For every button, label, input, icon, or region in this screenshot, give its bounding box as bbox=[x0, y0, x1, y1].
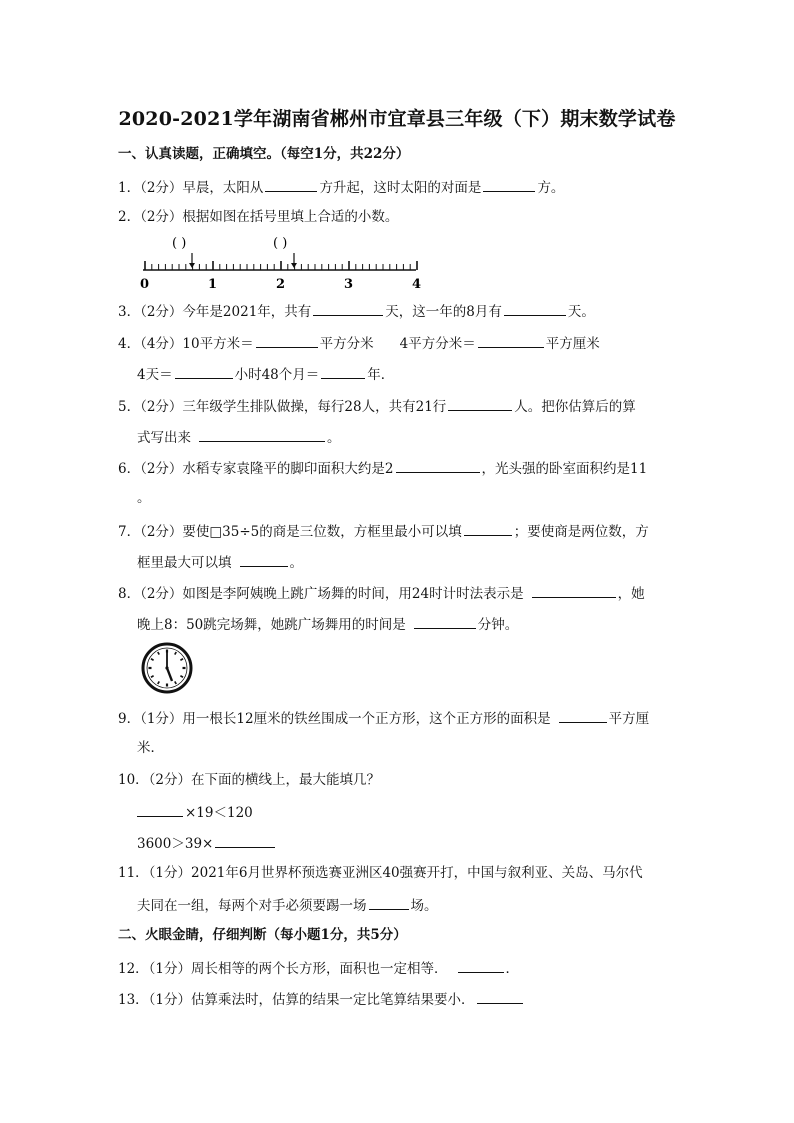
question-1 bbox=[118, 177, 564, 197]
question-8 bbox=[118, 583, 645, 603]
answer-blank[interactable] bbox=[265, 177, 317, 192]
question-7-line-2 bbox=[137, 552, 303, 572]
clock-center bbox=[165, 666, 168, 669]
question-8-line-2 bbox=[137, 614, 518, 634]
question-text: 7．（2分）要使□35÷5的商是三位数，方框里最小可以填 bbox=[118, 524, 462, 540]
tick-label-2: 2 bbox=[276, 277, 286, 292]
answer-blank[interactable] bbox=[256, 333, 318, 348]
question-10 bbox=[118, 771, 380, 789]
question-text: 1．（2分）早晨，太阳从 bbox=[118, 180, 264, 196]
question-11-line-2 bbox=[137, 895, 438, 915]
question-3 bbox=[118, 301, 595, 321]
question-text: ×19＜120 bbox=[185, 805, 253, 821]
arrow-2-head bbox=[291, 263, 297, 268]
question-13 bbox=[118, 989, 525, 1009]
question-text: 2．（2分）根据如图在括号里填上合适的小数。 bbox=[118, 209, 399, 225]
question-11 bbox=[118, 864, 643, 882]
answer-blank[interactable] bbox=[137, 802, 183, 817]
number-line-figure bbox=[135, 232, 425, 292]
answer-blank[interactable] bbox=[199, 427, 325, 442]
question-text: 分钟。 bbox=[477, 617, 519, 633]
question-7 bbox=[118, 521, 649, 541]
tick-label-3: 3 bbox=[344, 277, 354, 292]
question-text: 平方厘 bbox=[608, 711, 650, 727]
question-text: 9．（1分）用一根长12厘米的铁丝围成一个正方形，这个正方形的面积是 bbox=[118, 711, 551, 727]
question-text: 4平方分米＝ bbox=[399, 336, 476, 352]
answer-blank[interactable] bbox=[504, 301, 566, 316]
question-text: 小时48个月＝ bbox=[234, 367, 320, 383]
question-text: 4天＝ bbox=[137, 367, 173, 383]
question-text: 平方分米 bbox=[319, 336, 374, 352]
question-4-line-2 bbox=[137, 364, 394, 384]
question-text: 方。 bbox=[537, 180, 565, 196]
question-text: 13．（1分）估算乘法时，估算的结果一定比笔算结果要小． bbox=[118, 992, 475, 1008]
question-text: ，她 bbox=[617, 586, 645, 602]
question-text: 平方厘米 bbox=[545, 336, 600, 352]
answer-blank[interactable] bbox=[414, 614, 476, 629]
answer-blank[interactable] bbox=[396, 458, 480, 473]
question-text: 框里最大可以填 bbox=[137, 555, 232, 571]
question-text: 方升起，这时太阳的对面是 bbox=[319, 180, 482, 196]
question-5-line-2 bbox=[137, 427, 341, 447]
answer-blank[interactable] bbox=[215, 833, 275, 848]
question-text: ． bbox=[505, 961, 520, 977]
answer-blank[interactable] bbox=[464, 521, 512, 536]
question-4 bbox=[118, 333, 600, 353]
question-text: 。 bbox=[327, 430, 341, 446]
question-text: 年． bbox=[367, 367, 395, 383]
question-text: 12．（1分）周长相等的两个长方形，面积也一定相等． bbox=[118, 961, 448, 977]
question-text: 天。 bbox=[567, 304, 595, 320]
question-text: 晚上8：50跳完场舞，她跳广场舞用的时间是 bbox=[137, 617, 406, 633]
answer-blank[interactable] bbox=[458, 958, 504, 973]
answer-blank[interactable] bbox=[478, 333, 544, 348]
answer-blank[interactable] bbox=[321, 364, 365, 379]
question-12 bbox=[118, 958, 519, 978]
answer-blank[interactable] bbox=[240, 552, 288, 567]
answer-blank[interactable] bbox=[448, 396, 512, 411]
tick-label-1: 1 bbox=[208, 277, 218, 292]
question-text: ；要使商是两位数，方 bbox=[513, 524, 649, 540]
question-6-line-2 bbox=[137, 489, 151, 507]
question-text: 8．（2分）如图是李阿姨晚上跳广场舞的时间，用24时计时法表示是 bbox=[118, 586, 524, 602]
number-line-ticks bbox=[145, 261, 417, 270]
question-6 bbox=[118, 458, 647, 478]
arrow-1-head bbox=[189, 263, 195, 268]
answer-blank[interactable] bbox=[477, 989, 523, 1004]
question-text: 天，这一年的8月有 bbox=[385, 304, 502, 320]
question-text: 6．（2分）水稻专家袁隆平的脚印面积大约是2 bbox=[118, 461, 394, 477]
question-text: 式写出来 bbox=[137, 430, 191, 446]
question-text: 夫同在一组，每两个对手必须要踢一场 bbox=[137, 898, 367, 914]
answer-blank[interactable] bbox=[483, 177, 535, 192]
question-text: 5．（2分）三年级学生排队做操，每行28人，共有21行 bbox=[118, 399, 447, 415]
question-10-line-2 bbox=[137, 802, 253, 822]
section-heading-judgement: 二、火眼金睛，仔细判断（每小题1分，共5分） bbox=[118, 927, 407, 943]
question-9-line-2 bbox=[137, 739, 164, 757]
answer-blank[interactable] bbox=[532, 583, 616, 598]
question-text: 3．（2分）今年是2021年，共有 bbox=[118, 304, 312, 320]
answer-bracket-2[interactable]: ( ) bbox=[273, 236, 288, 251]
question-text: 。 bbox=[289, 555, 303, 571]
page-title: 2020-2021学年湖南省郴州市宜章县三年级（下）期末数学试卷 bbox=[118, 108, 676, 130]
question-10-line-3 bbox=[137, 833, 277, 853]
answer-blank[interactable] bbox=[369, 895, 409, 910]
question-text: 。 bbox=[137, 490, 151, 506]
question-text: 人。把你估算后的算 bbox=[514, 399, 636, 415]
question-text: 10．（2分）在下面的横线上，最大能填几？ bbox=[118, 772, 381, 788]
tick-label-4: 4 bbox=[412, 277, 422, 292]
question-text: 场。 bbox=[410, 898, 438, 914]
tick-label-0: 0 bbox=[140, 277, 150, 292]
clock-figure bbox=[138, 642, 196, 694]
question-9 bbox=[118, 708, 649, 728]
answer-blank[interactable] bbox=[313, 301, 383, 316]
question-text: 4．（4分）10平方米＝ bbox=[118, 336, 254, 352]
question-text: 3600＞39× bbox=[137, 836, 214, 852]
question-text: 米． bbox=[137, 740, 164, 756]
section-heading-fill-in: 一、认真读题，正确填空。（每空1分，共22分） bbox=[118, 146, 410, 162]
answer-blank[interactable] bbox=[559, 708, 607, 723]
question-5 bbox=[118, 396, 636, 416]
question-text: ，光头强的卧室面积约是11 bbox=[481, 461, 648, 477]
answer-blank[interactable] bbox=[175, 364, 233, 379]
answer-bracket-1[interactable]: ( ) bbox=[172, 236, 187, 251]
question-text: 11．（1分）2021年6月世界杯预选赛亚洲区40强赛开打，中国与叙利亚、关岛、马尔代 bbox=[118, 865, 643, 881]
question-2 bbox=[118, 208, 398, 226]
